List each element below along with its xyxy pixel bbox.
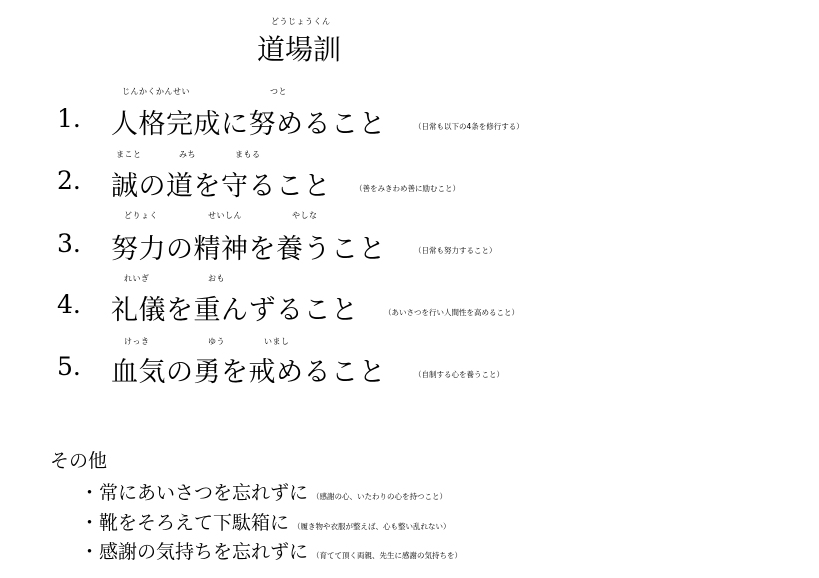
- other-item-2: [80, 508, 451, 535]
- item-4-note: （あいさつを行い人間性を高めること）: [384, 308, 519, 317]
- item-3-ruby-1: どりょく: [124, 211, 158, 220]
- item-4-ruby-2: おも: [208, 274, 225, 283]
- item-2-ruby-2: みち: [179, 150, 196, 159]
- item-3-note: （日常も努力すること）: [414, 246, 497, 255]
- other-item-3-text: ・感謝の気持ちを忘れずに: [80, 541, 309, 563]
- item-2-note: （善をみきわめ善に励むこと）: [355, 184, 460, 193]
- item-3-ruby-3: やしな: [292, 211, 318, 220]
- item-2-ruby-1: まこと: [116, 150, 142, 159]
- item-1-ruby-1: じんかくかんせい: [122, 87, 190, 96]
- other-item-1-text: ・常にあいさつを忘れずに: [80, 482, 309, 504]
- other-item-3-note: （育てて頂く両親、先生に感謝の気持ちを）: [312, 551, 463, 560]
- other-item-3: [80, 537, 462, 564]
- item-3-text: 努力の精神を養うこと: [111, 234, 386, 265]
- item-4-number: 4.: [57, 290, 81, 319]
- page-title: 道場訓: [257, 33, 342, 66]
- item-3-number: 3.: [57, 229, 81, 258]
- item-5-number: 5.: [57, 352, 81, 381]
- item-3-ruby-2: せいしん: [208, 211, 242, 220]
- item-5-note: （自制する心を養うこと）: [414, 370, 504, 379]
- other-item-2-note: （履き物や衣服が整えば、心も整い乱れない）: [293, 522, 451, 531]
- other-item-1: [80, 478, 447, 505]
- item-5-ruby-3: いまし: [264, 337, 290, 346]
- other-item-1-note: （感謝の心、いたわりの心を持つこと）: [312, 492, 448, 501]
- other-heading: その他: [50, 450, 108, 472]
- item-4-text: 礼儀を重んずること: [111, 295, 359, 326]
- item-2-ruby-3: まもる: [235, 150, 261, 159]
- item-1-note: （日常も以下の4条を修行する）: [414, 122, 524, 131]
- item-1-ruby-2: つと: [270, 87, 287, 96]
- item-4-ruby-1: れいぎ: [124, 274, 150, 283]
- item-5-text: 血気の勇を戒めること: [111, 357, 386, 388]
- other-item-2-text: ・靴をそろえて下駄箱に: [80, 512, 290, 534]
- item-2-text: 誠の道を守ること: [111, 171, 331, 202]
- item-5-ruby-2: ゆう: [208, 337, 225, 346]
- item-5-ruby-1: けっき: [124, 337, 150, 346]
- item-1-text: 人格完成に努めること: [111, 109, 386, 140]
- item-2-number: 2.: [57, 166, 81, 195]
- title-ruby: どうじょうくん: [271, 17, 331, 26]
- item-1-number: 1.: [57, 104, 81, 133]
